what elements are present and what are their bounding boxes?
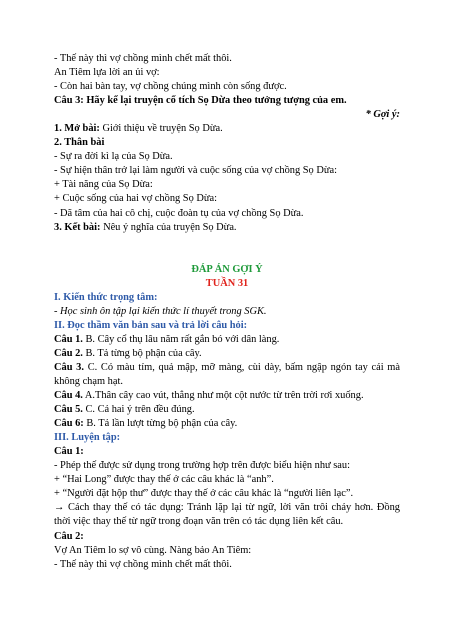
body-item: - Dã tâm của hai cô chị, cuộc đoàn tụ của vợ chồng Sọ Dừa. [54, 207, 304, 219]
answer-label: Câu 4. [54, 390, 83, 402]
answer-text: C. Có màu tím, quả mập, mỡ màng, cùi dày, bấm ngập ngón tay cái mà không chạm hạt. [54, 361, 400, 387]
body-item: - Sự ra đời kì lạ của Sọ Dừa. [54, 151, 173, 163]
answer-line [54, 361, 400, 389]
text-line: Vợ An Tiêm lo sợ vô cùng. Nàng bảo An Tiêm: [54, 544, 252, 556]
text-line: - Còn hai bàn tay, vợ chồng chúng mình còn sống được. [54, 81, 287, 93]
conclusion-label: 3. Kết bài: [54, 221, 101, 233]
answer-text: B. Tả lần lượt từng bộ phận của cây. [83, 418, 238, 430]
intro-label: 1. Mở bài: [54, 123, 100, 135]
document-page [54, 52, 400, 572]
answer-text: B. Cây cổ thụ lâu năm rất gắn bó với dân làng. [82, 333, 280, 345]
hint-label: * Gợi ý: [365, 109, 400, 121]
text-line: + “Người đặt hộp thư” được thay thế ở các câu khác là “người liên lạc”. [54, 488, 354, 500]
answer-text: C. Cả hai ý trên đều đúng. [82, 404, 195, 416]
text-line: → Cách thay thế có tác dụng: Tránh lặp lại từ ngữ, lời văn trôi chảy hơn. Đồng thời việc thay thế từ ngữ trong đoạn văn trên có tác dụng liên kết câu. [54, 502, 400, 528]
answer-line [54, 347, 400, 361]
body-item: - Sự hiện thân trở lại làm người và cuộc sống của vợ chồng Sọ Dừa: [54, 165, 337, 177]
conclusion-line [54, 221, 400, 235]
text-line: + “Hai Long” được thay thế ở các câu khác là “anh”. [54, 474, 274, 486]
exercise-1-label: Câu 1: [54, 446, 84, 458]
answer-line [54, 389, 400, 403]
text-line: An Tiêm lựa lời an ủi vợ: [54, 67, 160, 79]
week-title: TUẦN 31 [205, 277, 249, 289]
answer-line [54, 333, 400, 347]
text-line: - Phép thế được sử dụng trong trường hợp trên được biểu hiện như sau: [54, 460, 351, 472]
answer-label: Câu 3. [54, 361, 84, 373]
answer-label: Câu 2. [54, 347, 83, 359]
intro-text: Giới thiệu về truyện Sọ Dừa. [99, 123, 223, 135]
conclusion-text: Nêu ý nghĩa của truyện Sọ Dừa. [100, 221, 237, 233]
body-item: + Cuộc sống của hai vợ chồng Sọ Dừa: [54, 193, 218, 205]
body-item: + Tài năng của Sọ Dừa: [54, 179, 153, 191]
section-3-heading: III. Luyện tập: [54, 432, 121, 444]
answer-label: Câu 6: [54, 418, 84, 430]
section-1-heading: I. Kiến thức trọng tâm: [54, 291, 158, 303]
text-line: - Thế này thì vợ chồng mình chết mất thôi. [54, 53, 232, 64]
section-2-heading: II. Đọc thầm văn bản sau và trả lời câu hỏi: [54, 319, 248, 331]
intro-line [54, 122, 400, 136]
spacer [54, 235, 400, 263]
answer-text: A.Thân cây cao vút, thẳng như một cột nước từ trên trời rơi xuống. [82, 390, 364, 402]
body-label: 2. Thân bài [54, 137, 105, 149]
question-3-title: Câu 3: Hãy kể lại truyện cổ tích Sọ Dừa theo tưởng tượng của em. [54, 95, 347, 107]
section-1-text: - Học sinh ôn tập lại kiến thức lí thuyết trong SGK. [54, 305, 267, 317]
text-line: - Thế này thì vợ chồng mình chết mất thôi. [54, 558, 232, 570]
exercise-2-label: Câu 2: [54, 530, 84, 542]
answers-title: ĐÁP ÁN GỢI Ý [191, 263, 263, 275]
answer-line [54, 417, 400, 431]
answer-text: B. Tả từng bộ phận của cây. [82, 347, 202, 359]
answer-label: Câu 5. [54, 404, 83, 416]
answer-label: Câu 1. [54, 333, 83, 345]
answer-line [54, 403, 400, 417]
